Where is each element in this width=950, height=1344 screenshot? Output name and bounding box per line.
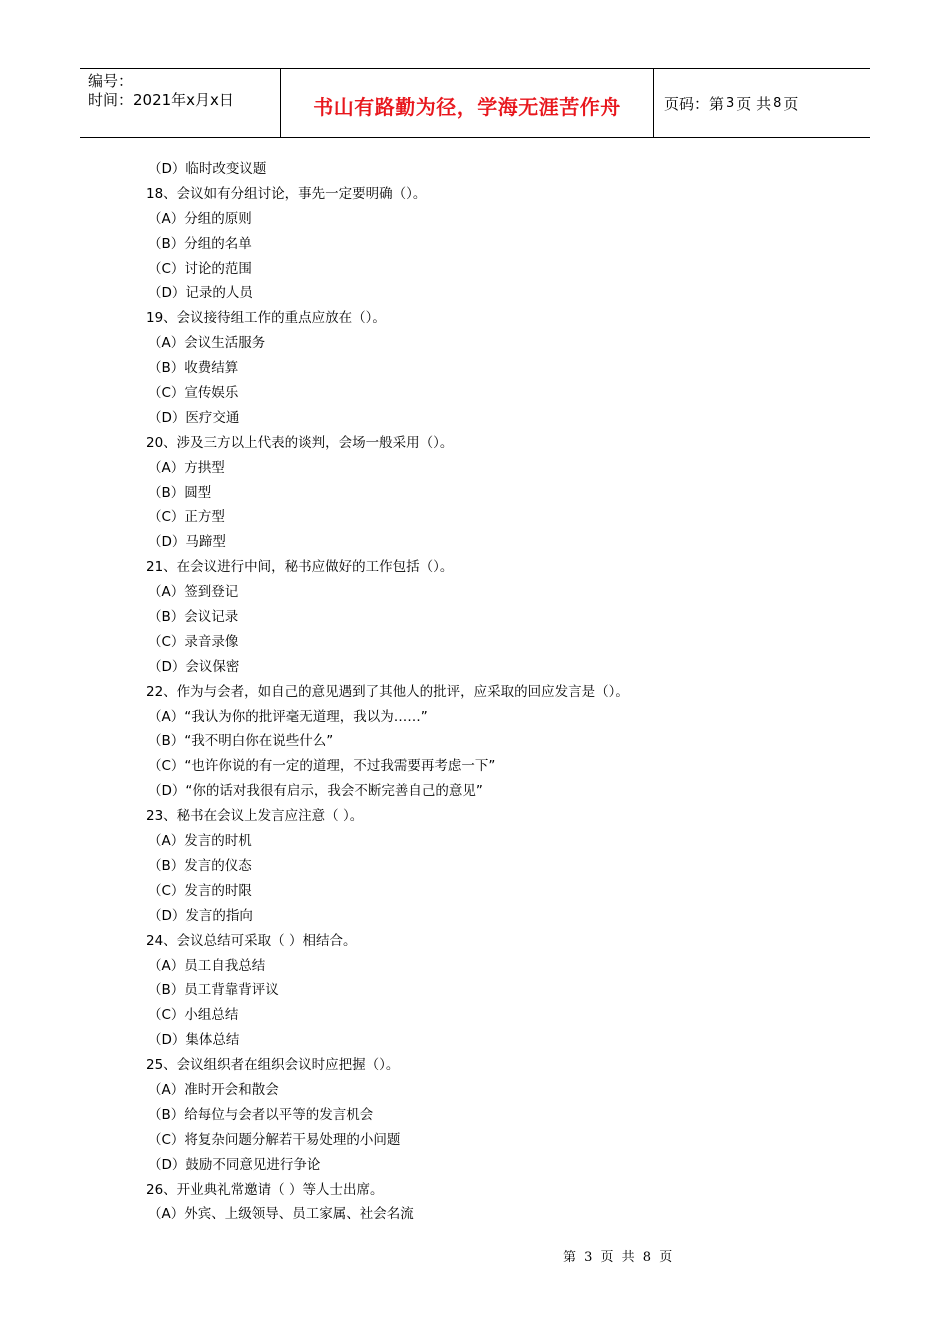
- answer-option: （D）医疗交通: [148, 409, 240, 426]
- answer-option: （B）圆型: [148, 484, 212, 501]
- answer-option: （B）会议记录: [148, 609, 239, 626]
- answer-option: （A）员工自我总结: [148, 957, 266, 974]
- page-header: [80, 68, 870, 138]
- answer-option: （D）记录的人员: [148, 285, 253, 302]
- answer-option: （D）会议保密: [148, 658, 240, 675]
- answer-option: （C）正方型: [148, 509, 225, 526]
- answer-option: （C）宣传娱乐: [148, 385, 239, 402]
- answer-option: （C）讨论的范围: [148, 260, 252, 277]
- answer-option: （D）“你的话对我很有启示，我会不断完善自己的意见”: [148, 783, 483, 800]
- question-text: 21、在会议进行中间，秘书应做好的工作包括（）。: [146, 559, 454, 576]
- answer-option: （D）发言的指向: [148, 907, 253, 924]
- question-list: [146, 157, 786, 1227]
- answer-option: （D）马蹄型: [148, 534, 226, 551]
- question-text: 18、会议如有分组讨论，事先一定要明确（）。: [146, 185, 427, 202]
- answer-option: （C）录音录像: [148, 633, 239, 650]
- answer-option: （A）签到登记: [148, 584, 239, 601]
- page-footer: 第 3 页 共 8 页: [563, 1250, 673, 1265]
- answer-option: （D）鼓励不同意见进行争论: [148, 1156, 321, 1173]
- page-current: 3: [726, 95, 735, 111]
- answer-option: （D）集体总结: [148, 1032, 240, 1049]
- page-total: 8: [773, 95, 782, 111]
- answer-option: （C）小组总结: [148, 1007, 239, 1024]
- answer-option: （B）“我不明白你在说些什么”: [148, 733, 334, 750]
- header-motto: 书山有路勤为径，学海无涯苦作舟: [313, 94, 621, 119]
- answer-option: （A）外宾、上级领导、员工家属、社会名流: [148, 1206, 414, 1223]
- answer-option: （A）方拱型: [148, 459, 225, 476]
- question-text: 25、会议组织者在组织会议时应把握（）。: [146, 1057, 400, 1074]
- answer-option: （B）分组的名单: [148, 235, 252, 252]
- answer-option: （A）分组的原则: [148, 210, 252, 227]
- answer-option: （A）准时开会和散会: [148, 1081, 279, 1098]
- answer-option: （C）将复杂问题分解若干易处理的小问题: [148, 1131, 401, 1148]
- question-text: 23、秘书在会议上发言应注意（ ）。: [146, 808, 364, 825]
- header-motto-cell: [281, 69, 654, 137]
- header-meta: [80, 69, 281, 137]
- answer-option: （C）“也许你说的有一定的道理，不过我需要再考虑一下”: [148, 758, 496, 775]
- document-number-label: 编号：: [88, 72, 134, 90]
- question-text: 22、作为与会者，如自己的意见遇到了其他人的批评，应采取的回应发言是（）。: [146, 683, 629, 700]
- answer-option: （A）“我认为你的批评毫无道理，我以为……”: [148, 708, 428, 725]
- answer-option: （C）发言的时限: [148, 882, 252, 899]
- header-page-number: [654, 69, 870, 137]
- answer-option: （D）临时改变议题: [148, 161, 267, 177]
- answer-option: （B）收费结算: [148, 360, 239, 377]
- page-prefix: 页码：第: [664, 94, 725, 113]
- answer-option: （B）员工背靠背评议: [148, 982, 279, 999]
- question-text: 24、会议总结可采取（ ）相结合。: [146, 932, 357, 949]
- question-text: 20、涉及三方以上代表的谈判，会场一般采用（）。: [146, 434, 454, 451]
- answer-option: （A）发言的时机: [148, 833, 252, 850]
- document-date: 时间：2021年x月x日: [88, 91, 234, 109]
- answer-option: （B）给每位与会者以平等的发言机会: [148, 1106, 374, 1123]
- page-mid: 页 共: [736, 94, 772, 113]
- answer-option: （B）发言的仪态: [148, 857, 252, 874]
- page-suffix: 页: [783, 94, 799, 113]
- question-text: 19、会议接待组工作的重点应放在（）。: [146, 310, 386, 327]
- question-text: 26、开业典礼常邀请（ ）等人士出席。: [146, 1181, 384, 1198]
- answer-option: （A）会议生活服务: [148, 335, 266, 352]
